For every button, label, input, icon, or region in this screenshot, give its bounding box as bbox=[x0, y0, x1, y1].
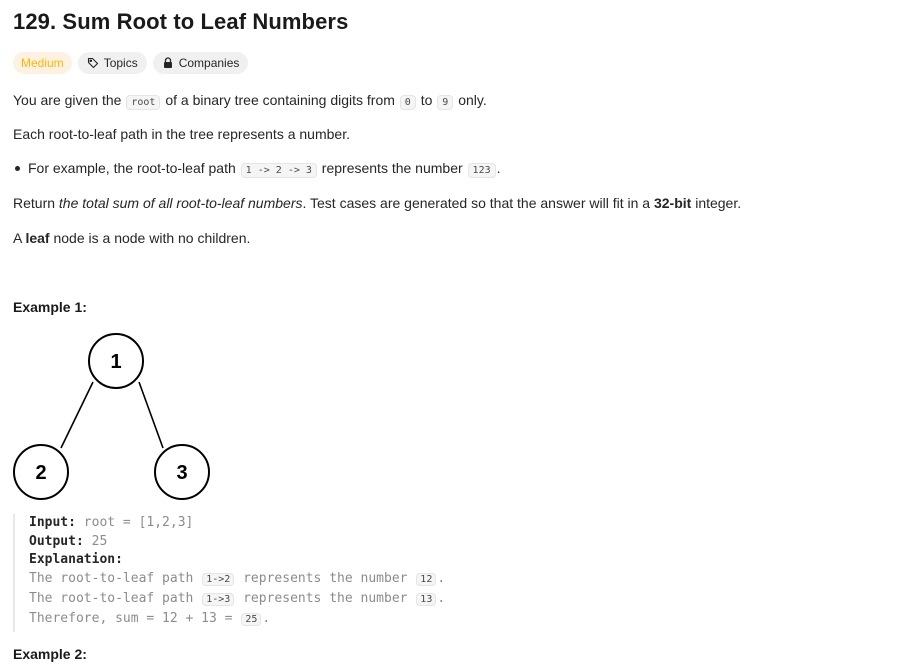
example-2-title: Example 2: bbox=[13, 646, 87, 662]
inline-code: 123 bbox=[468, 163, 496, 178]
text: . bbox=[437, 571, 446, 587]
text: node is a node with no children. bbox=[49, 230, 251, 246]
text: represents the number bbox=[317, 160, 467, 176]
tree-edge bbox=[61, 382, 93, 448]
text: represents the number bbox=[235, 571, 416, 587]
desc-paragraph-3 bbox=[13, 193, 741, 213]
explanation-line bbox=[29, 570, 469, 590]
text: only. bbox=[454, 92, 487, 108]
text: . bbox=[262, 610, 271, 626]
explanation-label-line bbox=[29, 551, 469, 570]
explanation-line bbox=[29, 610, 469, 630]
text: . Test cases are generated so that the answer will fit in a bbox=[302, 195, 654, 211]
text: For example, the root-to-leaf path bbox=[28, 160, 240, 176]
inline-code: 1->3 bbox=[202, 593, 234, 606]
text: . bbox=[437, 590, 446, 606]
text: Return bbox=[13, 195, 59, 211]
difficulty-badge: Medium bbox=[13, 52, 72, 74]
tree-node-label: 3 bbox=[176, 462, 188, 484]
inline-code: 9 bbox=[437, 95, 453, 110]
topics-button[interactable] bbox=[78, 52, 147, 74]
emphasis-text: the total sum of all root-to-leaf numbers bbox=[58, 195, 303, 211]
tree-node-label: 2 bbox=[35, 462, 47, 484]
text: A bbox=[13, 230, 26, 246]
inline-code: root bbox=[126, 95, 160, 110]
input-value: root = [1,2,3] bbox=[75, 515, 194, 530]
inline-code: 1 -> 2 -> 3 bbox=[241, 163, 317, 178]
desc-paragraph-4 bbox=[13, 228, 250, 248]
text: to bbox=[416, 92, 437, 108]
tree-edge bbox=[139, 382, 163, 448]
companies-label: Companies bbox=[178, 56, 240, 70]
inline-code: 25 bbox=[241, 613, 261, 626]
explanation-label: Explanation: bbox=[29, 552, 123, 568]
text: The root-to-leaf path bbox=[29, 571, 202, 587]
text: You are given the bbox=[13, 92, 126, 108]
text: represents the number bbox=[235, 590, 416, 606]
problem-title: 129. Sum Root to Leaf Numbers bbox=[13, 9, 349, 34]
text: integer. bbox=[691, 195, 742, 211]
desc-paragraph-1 bbox=[13, 90, 487, 113]
lock-icon bbox=[162, 57, 174, 69]
strong-text: 32-bit bbox=[653, 195, 692, 211]
tree-diagram bbox=[13, 330, 215, 506]
text: Therefore, sum = 12 + 13 = bbox=[29, 610, 241, 626]
tree-node-left bbox=[14, 445, 68, 499]
tree-node-root bbox=[89, 334, 143, 388]
input-label: Input: bbox=[29, 515, 76, 530]
inline-code: 0 bbox=[400, 95, 416, 110]
tag-icon bbox=[87, 57, 99, 69]
companies-button[interactable] bbox=[153, 52, 249, 74]
inline-code: 12 bbox=[416, 573, 436, 586]
inline-code: 13 bbox=[416, 593, 436, 606]
tree-node-right bbox=[155, 445, 209, 499]
tag-row bbox=[13, 52, 248, 74]
text: The root-to-leaf path bbox=[29, 590, 202, 606]
text: . bbox=[496, 160, 501, 176]
strong-text: leaf bbox=[25, 230, 50, 246]
explanation-line bbox=[29, 590, 469, 610]
example-bullet-list bbox=[13, 158, 501, 181]
desc-paragraph-2: Each root-to-leaf path in the tree represents a number. bbox=[13, 126, 350, 142]
topics-label: Topics bbox=[103, 56, 138, 70]
output-value: 25 bbox=[83, 533, 108, 549]
example-1-title: Example 1: bbox=[13, 299, 87, 315]
output-label: Output: bbox=[29, 533, 84, 549]
example-1-block bbox=[13, 514, 469, 632]
list-item bbox=[28, 158, 501, 181]
input-line bbox=[29, 514, 469, 533]
inline-code: 1->2 bbox=[202, 573, 234, 586]
tree-node-label: 1 bbox=[110, 351, 122, 373]
output-line bbox=[29, 533, 469, 552]
text: of a binary tree containing digits from bbox=[161, 92, 399, 108]
